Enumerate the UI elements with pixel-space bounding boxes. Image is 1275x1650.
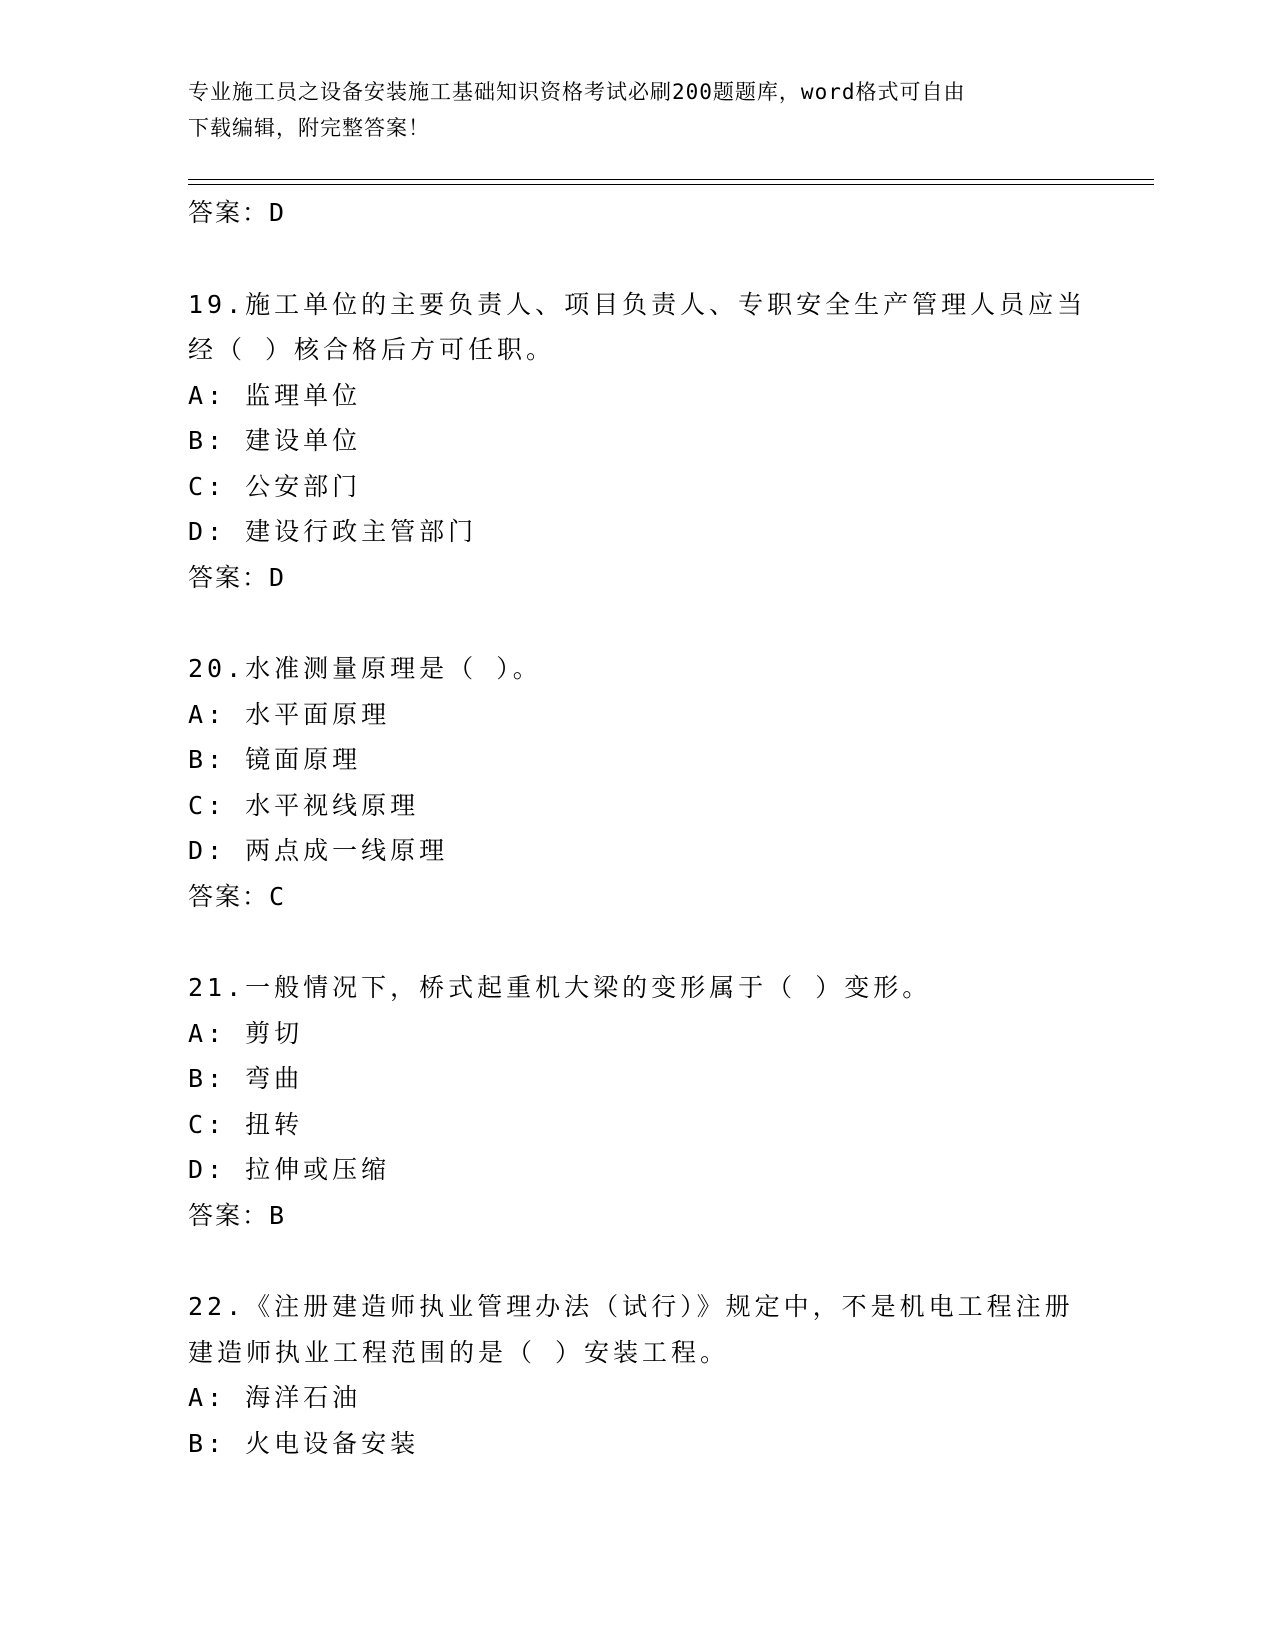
answer-value: C bbox=[269, 881, 287, 911]
question-option: A: 海洋石油 bbox=[188, 1383, 362, 1412]
question-option: C: 扭转 bbox=[188, 1109, 304, 1139]
answer-value: D bbox=[269, 562, 287, 592]
header-divider-bottom bbox=[188, 184, 1154, 185]
document-header bbox=[188, 74, 1088, 146]
answer-line bbox=[188, 1193, 1088, 1239]
question-item bbox=[188, 646, 1088, 919]
question-list bbox=[188, 190, 1088, 1466]
question-item bbox=[188, 282, 1088, 601]
question-stem: 21.一般情况下，桥式起重机大梁的变形属于（ ）变形。 bbox=[188, 973, 932, 1002]
question-option: D: 两点成一线原理 bbox=[188, 836, 449, 865]
answer-line bbox=[188, 555, 1088, 601]
question-option: B: 建设单位 bbox=[188, 426, 362, 455]
question-option: C: 公安部门 bbox=[188, 471, 362, 501]
question-stem: 建造师执业工程范围的是（ ）安装工程。 bbox=[188, 1337, 730, 1367]
question-option: D: 拉伸或压缩 bbox=[188, 1155, 391, 1184]
question-item bbox=[188, 1284, 1088, 1466]
answer-value: D bbox=[269, 198, 287, 227]
question-option: A: 水平面原理 bbox=[188, 699, 391, 729]
question-stem: 20.水准测量原理是（ ）。 bbox=[188, 654, 542, 683]
question-option: B: 镜面原理 bbox=[188, 745, 362, 774]
question-option: B: 弯曲 bbox=[188, 1064, 304, 1093]
question-stem: 19.施工单位的主要负责人、项目负责人、专职安全生产管理人员应当 bbox=[188, 289, 1087, 319]
answer-label: 答案： bbox=[188, 198, 270, 227]
answer-label: 答案： bbox=[188, 881, 270, 911]
answer-label: 答案： bbox=[188, 1200, 270, 1230]
header-line-1: 专业施工员之设备安装施工基础知识资格考试必刷200题题库，word格式可自由 bbox=[188, 80, 966, 104]
question-item bbox=[188, 965, 1088, 1238]
answer-value: B bbox=[269, 1200, 287, 1230]
header-divider-top bbox=[188, 179, 1154, 180]
question-option: A: 剪切 bbox=[188, 1018, 304, 1048]
question-option: A: 监理单位 bbox=[188, 380, 362, 410]
question-option: B: 火电设备安装 bbox=[188, 1428, 420, 1458]
answer-label: 答案： bbox=[188, 562, 270, 592]
question-stem: 22.《注册建造师执业管理办法（试行）》规定中，不是机电工程注册 bbox=[188, 1292, 1074, 1321]
answer-line bbox=[188, 874, 1088, 920]
question-option: D: 建设行政主管部门 bbox=[188, 517, 478, 546]
question-stem: 经（ ）核合格后方可任职。 bbox=[188, 335, 556, 364]
header-line-2: 下载编辑，附完整答案！ bbox=[188, 116, 430, 140]
answer-line bbox=[188, 190, 1088, 236]
question-option: C: 水平视线原理 bbox=[188, 790, 420, 820]
